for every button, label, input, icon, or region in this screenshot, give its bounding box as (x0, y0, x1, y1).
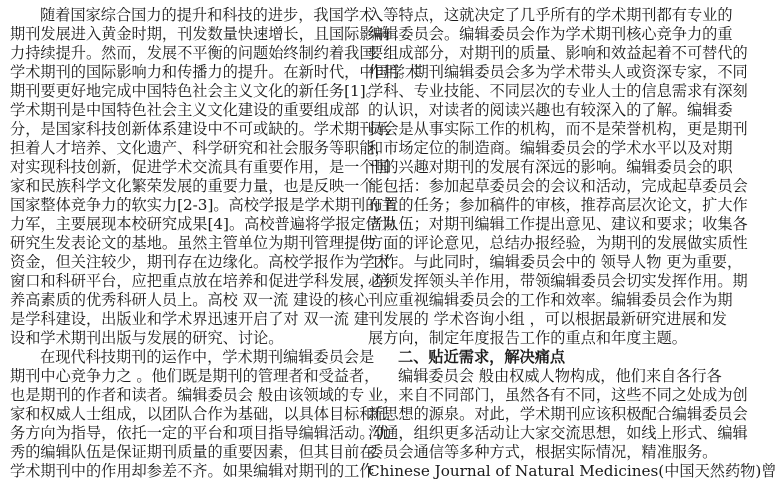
paragraph-line: 务方向为指导，依托一定的平台和项目指导编辑活动。优 (10, 424, 390, 442)
paragraph-line: 家和权威人士组成，以团队合作为基础，以具体目标和任 (10, 405, 390, 423)
paragraph-line: 秀的编辑队伍是保证期刊质量的重要因素，但其目前在 (10, 443, 375, 461)
paragraph-line: 窗口和科研平台，应把重点放在培养和促进学科发展，培 (10, 272, 390, 290)
right-column (368, 6, 776, 481)
paragraph-line: 能包括：参加起草委员会的会议和活动，完成起草委员会 (368, 177, 748, 195)
paragraph-line: 方面的评论意见，总结办报经验，为期刊的发展做实质性 (368, 234, 748, 252)
paragraph-line: 编辑委员会。编辑委员会作为学术期刊核心竞争力的重 (368, 25, 733, 43)
paragraph-line: 家和民族科学文化繁荣发展的重要力量，也是反映一个 (10, 177, 375, 195)
paragraph-line: 随着国家综合国力的提升和科技的进步，我国学术 (40, 6, 375, 24)
paragraph-line: 研究生发表论文的基地。虽然主管单位为期刊管理提供 (10, 234, 375, 252)
paragraph-line: 工作。与此同时，编辑委员会中的 领导人物 更为重要， (368, 253, 743, 271)
paragraph-line: 展方向，制定年度报告工作的重点和年度主题。 (368, 329, 687, 347)
paragraph-line: 必须发挥领头羊作用，带领编辑委员会切实发挥作用。期 (368, 272, 748, 290)
paragraph-line: 者队伍；对期刊编辑工作提出意见、建议和要求；收集各 (368, 215, 748, 233)
paragraph-line: 学术期刊的国际影响力和传播力的提升。在新时代，中国学术 (10, 63, 421, 81)
paragraph-line: 的认识，对读者的阅读兴趣也有较深入的了解。编辑委 (368, 101, 733, 119)
paragraph-line: Chinese Journal of Natural Medicines(中国天然药物)曾 (368, 462, 776, 480)
paragraph-line: 和市场定位的制造商。编辑委员会的学术水平以及对期 (368, 139, 733, 157)
paragraph-line: 国家整体竞争力的软实力[2-3]。高校学报是学术期刊的主 (10, 196, 396, 214)
paragraph-line: 委员会通信等多种方式，根据实际情况，精准服务。 (368, 443, 718, 461)
paragraph-line: 新思想的源泉。对此，学术期刊应该积极配合编辑委员会 (368, 405, 748, 423)
paragraph-line: 业，来自不同部门，虽然各有不同，这些不同之处成为创 (368, 386, 748, 404)
paragraph-line: 期刊中心竞争力之 。他们既是期刊的管理者和受益者， (10, 367, 380, 385)
paragraph-line: 是学科建设，出版业和学术界迅速开启了对 双一流 建 (10, 310, 369, 328)
paragraph-line: 要组成部分，对期刊的质量、影响和效益起着不可替代的 (368, 44, 748, 62)
paragraph-line: 养高素质的优秀科研人员上。高校 双一流 建设的核心 (10, 291, 369, 309)
paragraph-line: 期刊要更好地完成中国特色社会主义文化的新任务[1]。 (10, 82, 381, 100)
paragraph-line: 编辑委员会 般由权威人物构成，他们来自各行各 (398, 367, 722, 385)
section-heading: 二、贴近需求，解决痛点 (398, 348, 566, 366)
paragraph-line: 资金，但关注较少，期刊存在边缘化。高校学报作为学术 (10, 253, 390, 271)
paragraph-line: 期刊发展进入黄金时期，刊发数量快速增长，且国际影响 (10, 25, 390, 43)
paragraph-line: 设和学术期刊出版与发展的研究、讨论。 (10, 329, 284, 347)
paragraph-line: 入等特点，这就决定了几乎所有的学术期刊都有专业的 (368, 6, 733, 24)
left-column (10, 6, 421, 481)
paragraph-line: 员会是从事实际工作的机构，而不是荣誉机构，更是期刊 (368, 120, 748, 138)
paragraph-line: 学术期刊中的作用却参差不齐。如果编辑对期刊的工作 (10, 462, 375, 480)
paragraph-line: 刊的兴趣对期刊的发展有深远的影响。编辑委员会的职 (368, 158, 733, 176)
paragraph-line: 在现代科技期刊的运作中，学术期刊编辑委员会是 (40, 348, 375, 366)
paragraph-line: 力持续提升。然而，发展不平衡的问题始终制约着我国 (10, 44, 375, 62)
paragraph-line: 刊应重视编辑委员会的工作和效率。编辑委员会作为期 (368, 291, 733, 309)
paragraph-line: 担着人才培养、文化遗产、科学研究和社会服务等职能， (10, 139, 390, 157)
paragraph-line: 对实现科技创新，促进学术交流具有重要作用，是一个国 (10, 158, 390, 176)
paragraph-line: 刊发展的 学术咨询小组 ，可以根据最新研究进展和发 (368, 310, 727, 328)
paragraph-line: 沟通，组织更多活动让大家交流思想，如线上形式、编辑 (368, 424, 748, 442)
paragraph-line: 学术期刊是中国特色社会主义文化建设的重要组成部 (10, 101, 360, 119)
paragraph-line: 学科、专业技能、不同层次的专业人士的信息需求有深刻 (368, 82, 748, 100)
paragraph-line: 分，是国家科技创新体系建设中不可或缺的。学术期刊承 (10, 120, 390, 138)
paragraph-line: 布置的任务；参加稿件的审核，推荐高层次论文，扩大作 (368, 196, 748, 214)
paragraph-line: 作用。期刊编辑委员会多为学术带头人或资深专家，不同 (368, 63, 748, 81)
paragraph-line: 也是期刊的作者和读者。编辑委员会 般由该领域的专 (10, 386, 365, 404)
paragraph-line: 力军，主要展现本校研究成果[4]。高校普遍将学报定位为 (10, 215, 397, 233)
